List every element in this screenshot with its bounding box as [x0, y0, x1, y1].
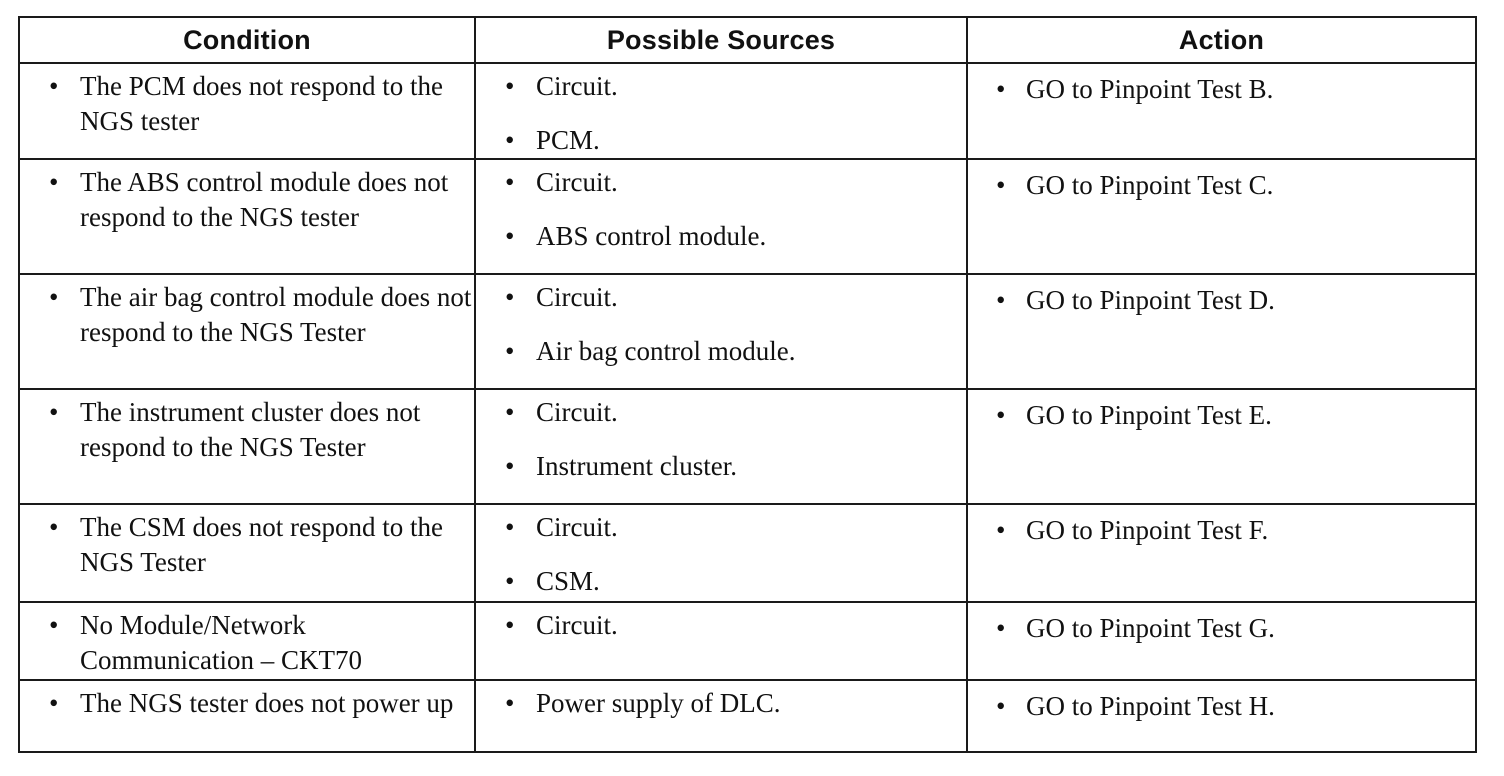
- sources-cell: [475, 504, 967, 602]
- action-text: • GO to Pinpoint Test C.: [968, 168, 1475, 203]
- condition-cell: [19, 504, 475, 602]
- action-cell: [967, 63, 1476, 159]
- header-possible-sources: Possible Sources: [475, 17, 967, 63]
- condition-text: • No Module/Network Communication – CKT70: [20, 608, 474, 678]
- action-text: • GO to Pinpoint Test E.: [968, 398, 1475, 433]
- header-action: Action: [967, 17, 1476, 63]
- condition-text: • The NGS tester does not power up: [20, 686, 474, 721]
- condition-cell: [19, 602, 475, 680]
- table-row: [19, 602, 1476, 680]
- sources-cell: [475, 602, 967, 680]
- condition-text: • The air bag control module does not respond to the NGS Tester: [20, 280, 474, 350]
- source-item: • Circuit.: [476, 510, 966, 545]
- condition-cell: [19, 680, 475, 752]
- source-item: • Air bag control module.: [476, 334, 966, 369]
- action-text: • GO to Pinpoint Test B.: [968, 72, 1475, 107]
- table-row: [19, 680, 1476, 752]
- table-row: [19, 504, 1476, 602]
- source-item: • Circuit.: [476, 395, 966, 430]
- action-cell: [967, 159, 1476, 274]
- header-condition: Condition: [19, 17, 475, 63]
- condition-text: • The ABS control module does not respond to the NGS tester: [20, 165, 474, 235]
- sources-cell: [475, 159, 967, 274]
- condition-text: • The instrument cluster does not respond to the NGS Tester: [20, 395, 474, 465]
- source-item: • Instrument cluster.: [476, 449, 966, 484]
- sources-cell: [475, 680, 967, 752]
- sources-cell: [475, 389, 967, 504]
- action-cell: [967, 602, 1476, 680]
- condition-cell: [19, 274, 475, 389]
- source-item: • PCM.: [476, 123, 966, 158]
- source-item: • Circuit.: [476, 69, 966, 104]
- source-item: • Circuit.: [476, 280, 966, 315]
- action-cell: [967, 680, 1476, 752]
- source-item: • CSM.: [476, 564, 966, 599]
- action-cell: [967, 389, 1476, 504]
- condition-cell: [19, 63, 475, 159]
- table-row: [19, 63, 1476, 159]
- table-row: [19, 274, 1476, 389]
- source-item: • Circuit.: [476, 608, 966, 643]
- diagnostic-table: [18, 16, 1477, 753]
- action-cell: [967, 504, 1476, 602]
- condition-text: • The CSM does not respond to the NGS Tester: [20, 510, 474, 580]
- action-cell: [967, 274, 1476, 389]
- condition-text: • The PCM does not respond to the NGS tester: [20, 69, 474, 139]
- source-item: • Power supply of DLC.: [476, 686, 966, 721]
- action-text: • GO to Pinpoint Test F.: [968, 513, 1475, 548]
- diagnostic-table-sheet: [18, 16, 1475, 753]
- condition-cell: [19, 159, 475, 274]
- source-item: • Circuit.: [476, 165, 966, 200]
- table-row: [19, 389, 1476, 504]
- sources-cell: [475, 63, 967, 159]
- sources-cell: [475, 274, 967, 389]
- action-text: • GO to Pinpoint Test D.: [968, 283, 1475, 318]
- header-row: [19, 17, 1476, 63]
- table-row: [19, 159, 1476, 274]
- source-item: • ABS control module.: [476, 219, 966, 254]
- action-text: • GO to Pinpoint Test H.: [968, 689, 1475, 724]
- condition-cell: [19, 389, 475, 504]
- action-text: • GO to Pinpoint Test G.: [968, 611, 1475, 646]
